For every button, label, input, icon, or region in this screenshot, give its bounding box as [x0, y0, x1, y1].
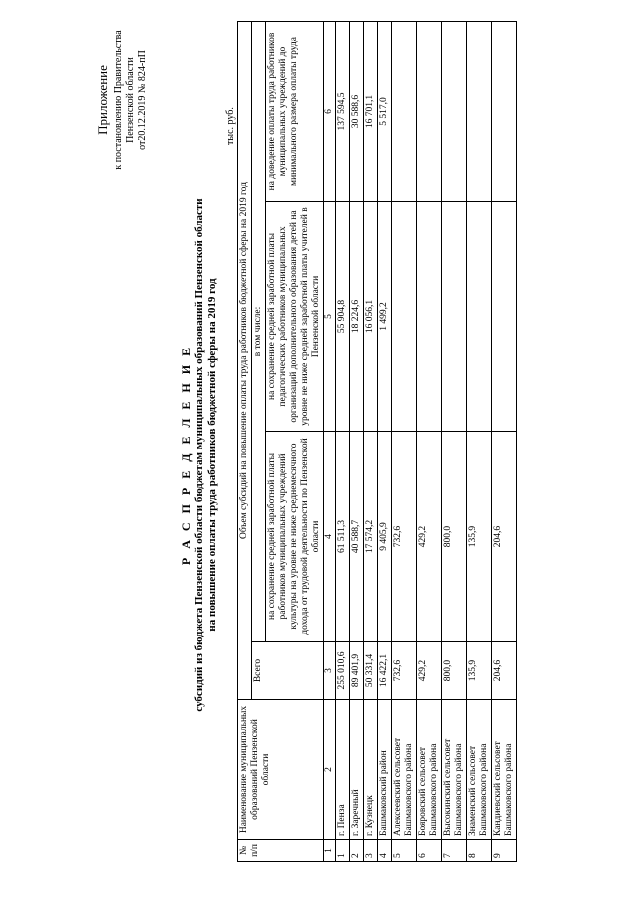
title-word: Р А С П Р Е Д Е Л Е Н И Е [179, 344, 193, 566]
col-number: 5 [324, 202, 336, 432]
row-name: Высокинский сельсовет Башмаковского района [442, 700, 467, 840]
row-total: 732,6 [392, 642, 417, 700]
row-education [467, 202, 492, 432]
header-group: Объем субсидий на повышение оплаты труда работников бюджетной сферы на 2019 год [238, 21, 252, 699]
row-min-wage [467, 21, 492, 201]
title-line-2: на повышение оплаты труда работников бюджетной сферы на 2019 год [206, 278, 218, 632]
row-name: Кандиевский сельсовет Башмаковского района [492, 700, 517, 840]
table-row [378, 21, 392, 861]
col-number: 4 [324, 432, 336, 642]
row-culture: 800,0 [442, 432, 467, 642]
header-col5: на сохранение средней заработной платы педагогических работников муниципальных организаций дополнительного образования детей на уровне не ниже средней заработной платы учителей в Пензенской области [266, 202, 324, 432]
row-total: 429,2 [417, 642, 442, 700]
appendix-line-2: Пензенской области [125, 57, 136, 143]
row-total: 89 401,9 [350, 642, 364, 700]
row-number: 2 [350, 840, 364, 862]
row-min-wage: 16 701,1 [364, 21, 378, 201]
row-name: Знаменский сельсовет Башмаковского района [467, 700, 492, 840]
row-education [392, 202, 417, 432]
col-number: 1 [324, 840, 336, 862]
title-line-1: субсидий из бюджета Пензенской области бюджетам муниципальных образований Пензенской области [193, 198, 205, 712]
document-title [180, 95, 219, 815]
col-number: 2 [324, 700, 336, 840]
header-num: № п/п [238, 840, 324, 862]
row-education [492, 202, 517, 432]
col-number: 3 [324, 642, 336, 700]
row-number: 7 [442, 840, 467, 862]
row-culture: 61 511,3 [336, 432, 350, 642]
row-total: 135,9 [467, 642, 492, 700]
appendix-line-1: к постановлению Правительства [113, 30, 124, 170]
header-col4: на сохранение средней заработной платы работников муниципальных учреждений культуры на уровне не ниже среднемесячного дохода от трудовой деятельности по Пензенской области [266, 432, 324, 642]
appendix-title: Приложение [95, 65, 110, 135]
row-number: 1 [336, 840, 350, 862]
row-number: 6 [417, 840, 442, 862]
row-name: г. Заречный [350, 700, 364, 840]
row-number: 3 [364, 840, 378, 862]
row-education: 55 904,8 [336, 202, 350, 432]
row-min-wage [442, 21, 467, 201]
table-row [492, 21, 517, 861]
table-row [350, 21, 364, 861]
row-culture: 732,6 [392, 432, 417, 642]
row-education: 18 224,6 [350, 202, 364, 432]
table-row [364, 21, 378, 861]
row-name: Бояровский сельсовет Башмаковского района [417, 700, 442, 840]
row-culture: 204,6 [492, 432, 517, 642]
row-number: 4 [378, 840, 392, 862]
row-culture: 9 405,9 [378, 432, 392, 642]
row-education: 16 056,1 [364, 202, 378, 432]
row-culture: 40 588,7 [350, 432, 364, 642]
table-row [467, 21, 492, 861]
row-number: 5 [392, 840, 417, 862]
appendix-block [95, 30, 149, 170]
row-total: 255 010,6 [336, 642, 350, 700]
subsidy-table [237, 21, 517, 862]
row-education [417, 202, 442, 432]
appendix-line-3: от20.12.2019 № 824-пП [137, 50, 148, 150]
row-min-wage [417, 21, 442, 201]
row-education [442, 202, 467, 432]
header-name: Наименование муниципальных образований Пензенской области [238, 700, 324, 840]
row-min-wage [492, 21, 517, 201]
header-incl: в том числе: [252, 21, 266, 641]
row-name: г. Кузнецк [364, 700, 378, 840]
col-number: 6 [324, 21, 336, 201]
row-total: 50 331,4 [364, 642, 378, 700]
table-row [336, 21, 350, 861]
row-name: Башмаковский район [378, 700, 392, 840]
row-total: 16 422,1 [378, 642, 392, 700]
row-total: 800,0 [442, 642, 467, 700]
row-min-wage [392, 21, 417, 201]
row-min-wage: 30 588,6 [350, 21, 364, 201]
unit-label: тыс. руб. [225, 107, 236, 145]
header-col6: на доведение оплаты труда работников муниципальных учреждений до минимального размера оплаты труда [266, 21, 324, 201]
column-number-row [324, 21, 336, 861]
header-total: Всего [252, 642, 324, 700]
row-total: 204,6 [492, 642, 517, 700]
row-number: 8 [467, 840, 492, 862]
table-row [442, 21, 467, 861]
row-culture: 429,2 [417, 432, 442, 642]
table-row [417, 21, 442, 861]
row-education: 1 499,2 [378, 202, 392, 432]
row-name: Алексеевский сельсовет Башмаковского района [392, 700, 417, 840]
table-row [392, 21, 417, 861]
row-name: г. Пенза [336, 700, 350, 840]
row-min-wage: 137 594,5 [336, 21, 350, 201]
row-culture: 135,9 [467, 432, 492, 642]
row-min-wage: 5 517,0 [378, 21, 392, 201]
row-number: 9 [492, 840, 517, 862]
header-row-1 [238, 21, 252, 861]
row-culture: 17 574,2 [364, 432, 378, 642]
